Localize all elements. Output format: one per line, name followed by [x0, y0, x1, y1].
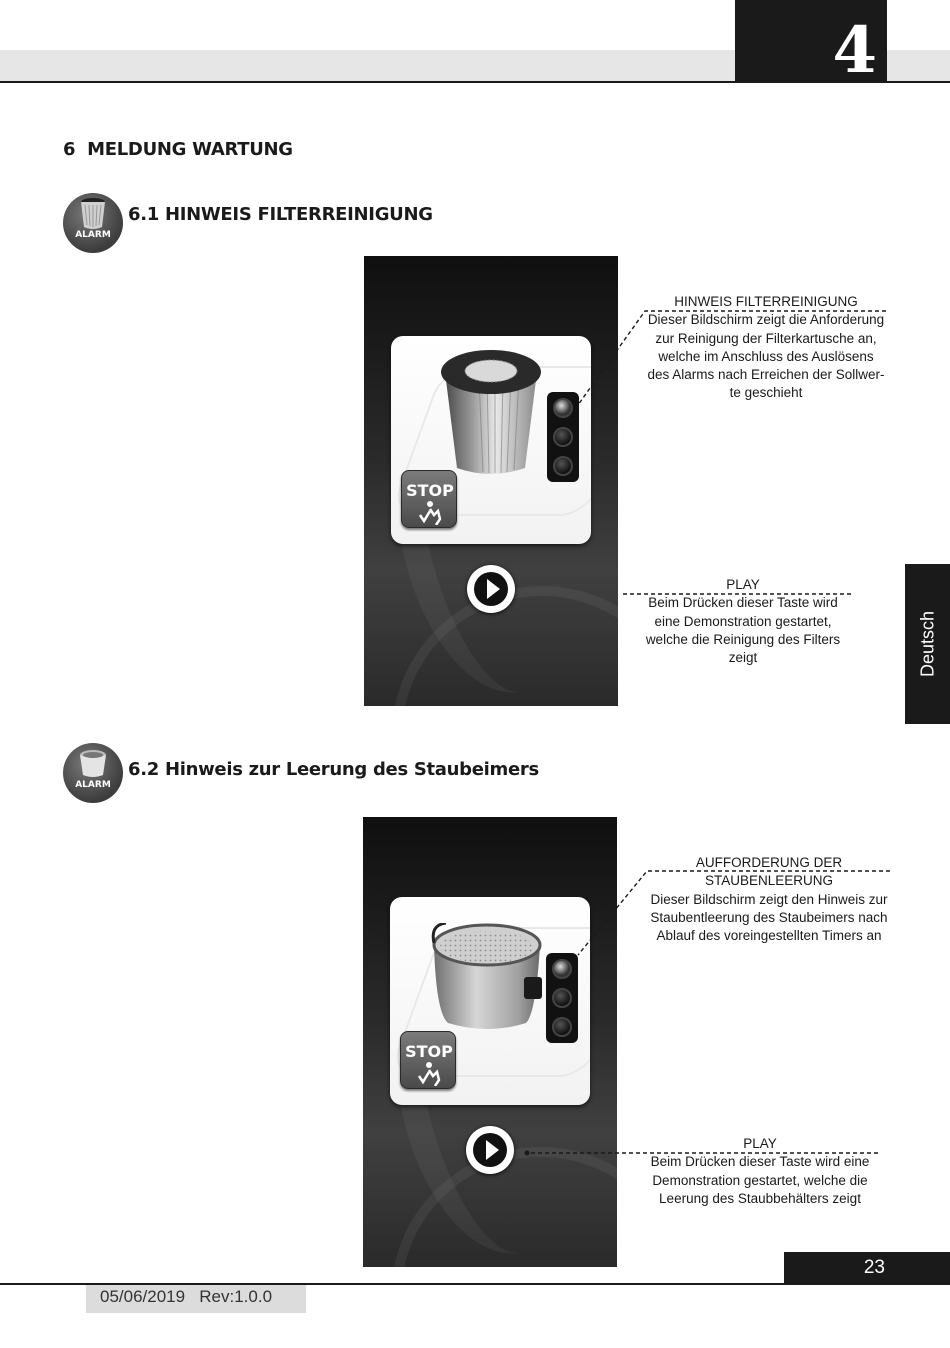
section-heading-filter: 6.1 HINWEIS FILTERREINIGUNG — [128, 204, 433, 225]
callout-play-filter: PLAY Beim Drücken dieser Taste wird eine Demonstration gestartet, welche die Reinigung des Filters zeigt — [645, 577, 841, 666]
footer-date-revision — [86, 1285, 306, 1313]
page-number-box — [784, 1252, 950, 1284]
device-screen-filter — [364, 256, 618, 706]
side-button-3[interactable] — [552, 1017, 572, 1037]
stop-label: STOP — [405, 1042, 453, 1061]
alarm-badge-label: ALARM — [75, 230, 111, 240]
play-icon — [473, 571, 509, 607]
stop-label: STOP — [406, 481, 454, 500]
page-title: 6 MELDUNG WARTUNG — [63, 139, 293, 160]
bucket-icon — [79, 747, 107, 781]
alarm-badge-bucket — [63, 743, 123, 803]
person-icon — [415, 1062, 443, 1086]
stop-button[interactable] — [400, 1031, 456, 1089]
footer-revision: Rev:1.0.0 — [199, 1287, 273, 1306]
language-tab-label: Deutsch — [917, 610, 937, 678]
callout-filter-hint: HINWEIS FILTERREINIGUNG Dieser Bildschirm zeigt die Anforderung zur Reinigung der Filterkartusche an, welche im Anschluss des Auslösens des Alarms nach Erreichen der Sollwer- te geschieht — [647, 294, 885, 401]
alarm-badge-label: ALARM — [75, 780, 111, 790]
side-button-1[interactable] — [552, 959, 572, 979]
side-button-2[interactable] — [553, 427, 573, 447]
side-buttons — [546, 953, 578, 1043]
language-tab — [905, 564, 950, 724]
dust-bucket-icon — [428, 923, 548, 1033]
footer-date: 05/06/2019 — [100, 1287, 186, 1306]
person-icon — [416, 501, 444, 525]
filter-cartridge-icon — [439, 344, 543, 478]
side-button-1[interactable] — [553, 398, 573, 418]
side-buttons — [547, 392, 579, 482]
filter-icon — [79, 197, 107, 231]
play-button[interactable] — [467, 565, 515, 613]
chapter-box — [735, 0, 887, 88]
side-button-3[interactable] — [553, 456, 573, 476]
alarm-panel — [391, 336, 591, 544]
stop-button[interactable] — [401, 470, 457, 528]
callout-play-bucket: PLAY Beim Drücken dieser Taste wird eine Demonstration gestartet, welche die Leerung des Staubbehälters zeigt — [650, 1136, 870, 1206]
section-heading-bucket: 6.2 Hinweis zur Leerung des Staubeimers — [128, 759, 539, 780]
callout-bucket-hint: AUFFORDERUNG DER STAUBENLEERUNG Dieser Bildschirm zeigt den Hinweis zur Staubentleerung des Staubeimers nach Ablauf des voreingestellten Timers an — [650, 855, 888, 944]
side-button-2[interactable] — [552, 988, 572, 1008]
play-icon — [472, 1132, 508, 1168]
chapter-number: 4 — [832, 13, 877, 88]
device-screen-bucket — [363, 817, 617, 1267]
alarm-badge-filter — [63, 193, 123, 253]
page-number: 23 — [863, 1257, 885, 1278]
alarm-panel — [390, 897, 590, 1105]
play-button[interactable] — [466, 1126, 514, 1174]
